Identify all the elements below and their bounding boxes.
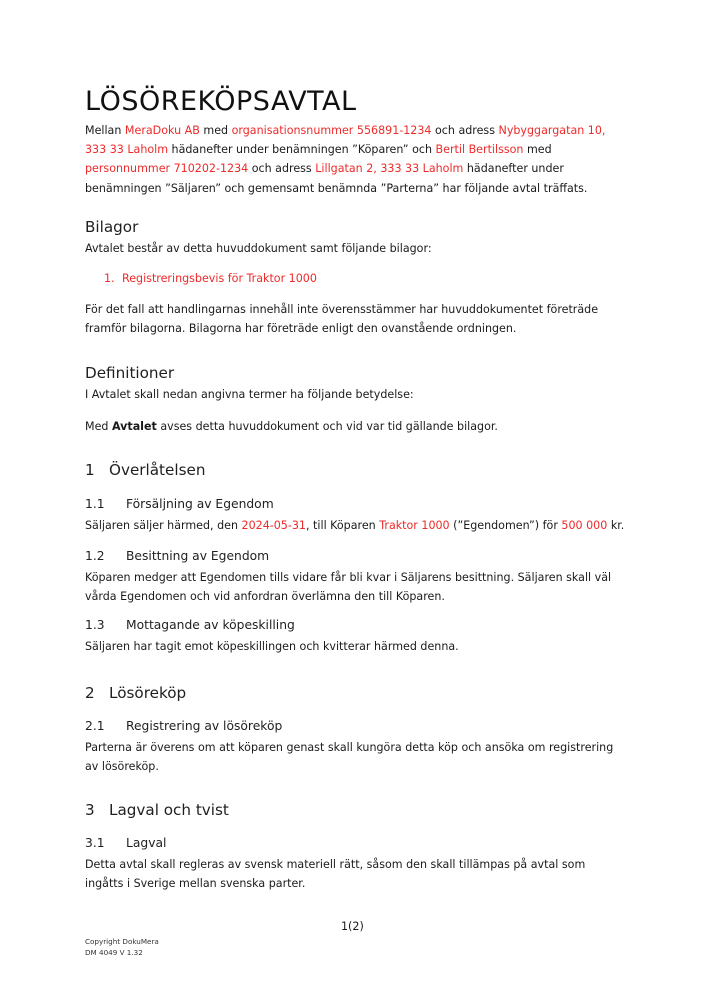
body-text: Säljaren säljer härmed, den xyxy=(85,519,242,532)
buyer-address: Nybyggargatan 10, 333 33 Laholm xyxy=(85,124,606,157)
sale-price: 500 000 xyxy=(561,519,608,532)
page-number: 1(2) xyxy=(341,920,364,933)
intro-text: hädanefter under benämningen ”Säljaren” och gemensamt benämnda ”Parterna” har följande avtal träffats. xyxy=(85,162,588,195)
footer xyxy=(85,936,159,958)
section-number: 3 xyxy=(85,801,95,819)
subsection-title: Registrering av lösöreköp xyxy=(126,719,283,733)
subsection-heading xyxy=(85,836,166,850)
subsection-title: Mottagande av köpeskilling xyxy=(126,618,295,632)
subsection-number: 1.2 xyxy=(85,549,105,563)
subsection-body: Köparen medger att Egendomen tills vidare får bli kvar i Säljarens besittning. Säljaren skall väl vårda Egendomen och vid anfordran överlämna den till Köparen. xyxy=(85,571,612,604)
bilagor-precedence: För det fall att handlingarnas innehåll inte överensstämmer har huvuddokumentet företräde framför bilagorna. Bilagorna har företräde enligt den ovanstående ordningen. xyxy=(85,303,599,336)
intro-text: och adress xyxy=(431,124,499,137)
definition-suffix: avses detta huvuddokument och vid var tid gällande bilagor. xyxy=(156,420,498,433)
bilagor-text: Avtalet består av detta huvuddokument samt följande bilagor: xyxy=(85,242,432,255)
attachment-label: Registreringsbevis för Traktor 1000 xyxy=(122,272,317,285)
seller-address: Lillgatan 2, 333 33 Laholm xyxy=(315,162,464,176)
intro-text: och adress xyxy=(248,162,316,176)
heading-bilagor: Bilagor xyxy=(85,218,139,236)
section-heading xyxy=(85,801,229,819)
body-text: , till Köparen xyxy=(306,519,380,532)
subsection-title: Försäljning av Egendom xyxy=(126,497,274,511)
buyer-org-number: organisationsnummer 556891-1234 xyxy=(231,124,432,137)
section-title: Lösöreköp xyxy=(109,684,187,702)
document-title: LÖSÖREKÖPSAVTAL xyxy=(85,86,357,117)
subsection-body: Parterna är överens om att köparen genast skall kungöra detta köp och ansöka om registrering av lösöreköp. xyxy=(85,741,614,774)
sale-date: 2024-05-31 xyxy=(241,519,306,532)
footer-version: DM 4049 V 1.32 xyxy=(85,948,143,957)
section-title: Överlåtelsen xyxy=(109,461,206,479)
heading-definitioner: Definitioner xyxy=(85,364,175,382)
property-name: Traktor 1000 xyxy=(379,519,450,532)
intro-text: med xyxy=(523,143,552,157)
definition-avtalet xyxy=(85,417,625,436)
intro-text: med xyxy=(199,124,232,137)
subsection-number: 1.3 xyxy=(85,618,105,632)
subsection-number: 3.1 xyxy=(85,836,105,850)
subsection-heading xyxy=(85,549,269,563)
seller-name: Bertil Bertilsson xyxy=(435,143,524,157)
section-title: Lagval och tvist xyxy=(109,801,229,819)
subsection-heading xyxy=(85,719,282,733)
subsection-heading xyxy=(85,618,295,632)
buyer-name: MeraDoku AB xyxy=(124,124,200,137)
definition-term: Avtalet xyxy=(111,420,157,433)
body-text: kr. xyxy=(607,519,625,532)
section-number: 1 xyxy=(85,461,95,479)
subsection-number: 2.1 xyxy=(85,719,105,733)
subsection-body: Säljaren har tagit emot köpeskillingen och kvitterar härmed denna. xyxy=(85,640,459,653)
definitioner-text: I Avtalet skall nedan angivna termer ha följande betydelse: xyxy=(85,388,414,401)
footer-copyright: Copyright DokuMera xyxy=(85,937,159,946)
body-text: (”Egendomen”) för xyxy=(449,519,562,532)
subsection-number: 1.1 xyxy=(85,497,105,511)
seller-personal-number: personnummer 710202-1234 xyxy=(85,162,249,176)
section-heading xyxy=(85,461,205,479)
subsection-body: Detta avtal skall regleras av svensk materiell rätt, såsom den skall tillämpas på avtal som ingåtts i Sverige mellan svenska parter. xyxy=(85,858,586,891)
section-number: 2 xyxy=(85,684,95,702)
attachment-list-item xyxy=(104,272,317,285)
subsection-title: Besittning av Egendom xyxy=(126,549,270,563)
subsection-body xyxy=(85,516,625,535)
section-heading xyxy=(85,684,186,702)
subsection-title: Lagval xyxy=(126,836,167,850)
intro-text: hädanefter under benämningen ”Köparen” och xyxy=(168,143,436,157)
list-number: 1. xyxy=(104,272,115,285)
intro-paragraph xyxy=(85,121,625,198)
definition-prefix: Med xyxy=(85,420,112,433)
intro-text: Mellan xyxy=(85,124,125,137)
subsection-heading xyxy=(85,497,274,511)
